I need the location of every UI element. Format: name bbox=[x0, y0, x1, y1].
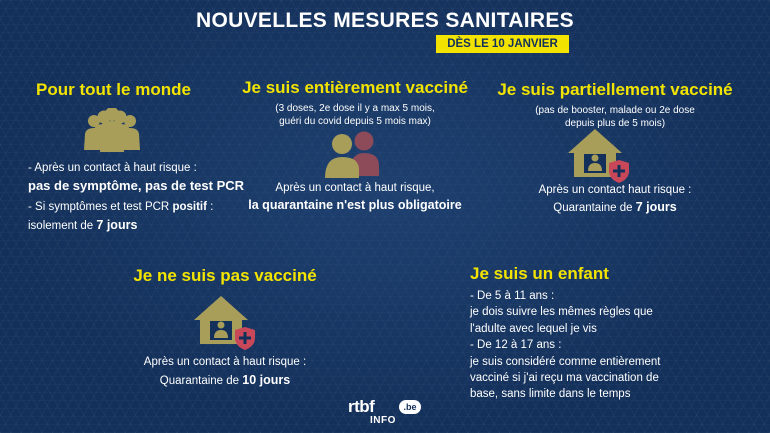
everyone-line2: pas de symptôme, pas de test PCR bbox=[28, 178, 245, 193]
everyone-line4: isolement de 7 jours bbox=[28, 218, 138, 232]
fully-line1: Après un contact à haut risque, bbox=[275, 182, 435, 194]
section-title-child: Je suis un enfant bbox=[470, 264, 609, 283]
notvac-line1: Après un contact à haut risque : bbox=[143, 356, 307, 368]
logo-badge: .be bbox=[399, 400, 421, 414]
page-title: NOUVELLES MESURES SANITAIRES bbox=[196, 9, 574, 32]
partial-line1: Après un contact haut risque : bbox=[538, 184, 692, 196]
fully-line2: la quarantaine n'est plus obligatoire bbox=[248, 198, 462, 212]
section-title-not-vaccinated: Je ne suis pas vacciné bbox=[133, 266, 317, 285]
child-line5: je suis considéré comme entièrement bbox=[470, 355, 661, 368]
logo-brand: rtbf bbox=[348, 397, 375, 416]
house-shield-icon bbox=[193, 294, 257, 350]
two-people-icon bbox=[322, 130, 384, 178]
child-line6: vacciné si j'ai reçu ma vaccination de bbox=[470, 372, 659, 385]
child-line7: base, sans limite dans le temps bbox=[470, 388, 631, 401]
everyone-line1: - Après un contact à haut risque : bbox=[28, 162, 197, 174]
child-line2: je dois suivre les mêmes règles que bbox=[470, 306, 653, 319]
section-title-partially-vaccinated: Je suis partiellement vacciné bbox=[497, 80, 733, 99]
group-icon bbox=[82, 108, 142, 154]
everyone-line3: - Si symptômes et test PCR positif : bbox=[28, 201, 214, 213]
child-line1: - De 5 à 11 ans : bbox=[470, 290, 555, 302]
section-title-everyone: Pour tout le monde bbox=[36, 80, 191, 99]
section-title-fully-vaccinated: Je suis entièrement vacciné bbox=[242, 78, 468, 97]
child-line3: l'adulte avec lequel je vis bbox=[470, 322, 597, 335]
house-shield-icon bbox=[567, 127, 631, 183]
notvac-line2: Quarantaine de 10 jours bbox=[159, 373, 291, 387]
partial-line2: Quarantaine de 7 jours bbox=[553, 200, 677, 214]
rtbf-info-logo bbox=[348, 397, 428, 430]
partial-note2: depuis plus de 5 mois) bbox=[564, 118, 666, 129]
fully-note1: (3 doses, 2e dose il y a max 5 mois, bbox=[275, 103, 435, 114]
fully-note2: guéri du covid depuis 5 mois max) bbox=[279, 116, 431, 127]
partial-note1: (pas de booster, malade ou 2e dose bbox=[535, 105, 695, 116]
date-badge: DÈS LE 10 JANVIER bbox=[436, 35, 569, 53]
logo-sub: INFO bbox=[370, 415, 396, 426]
child-line4: - De 12 à 17 ans : bbox=[470, 339, 562, 352]
